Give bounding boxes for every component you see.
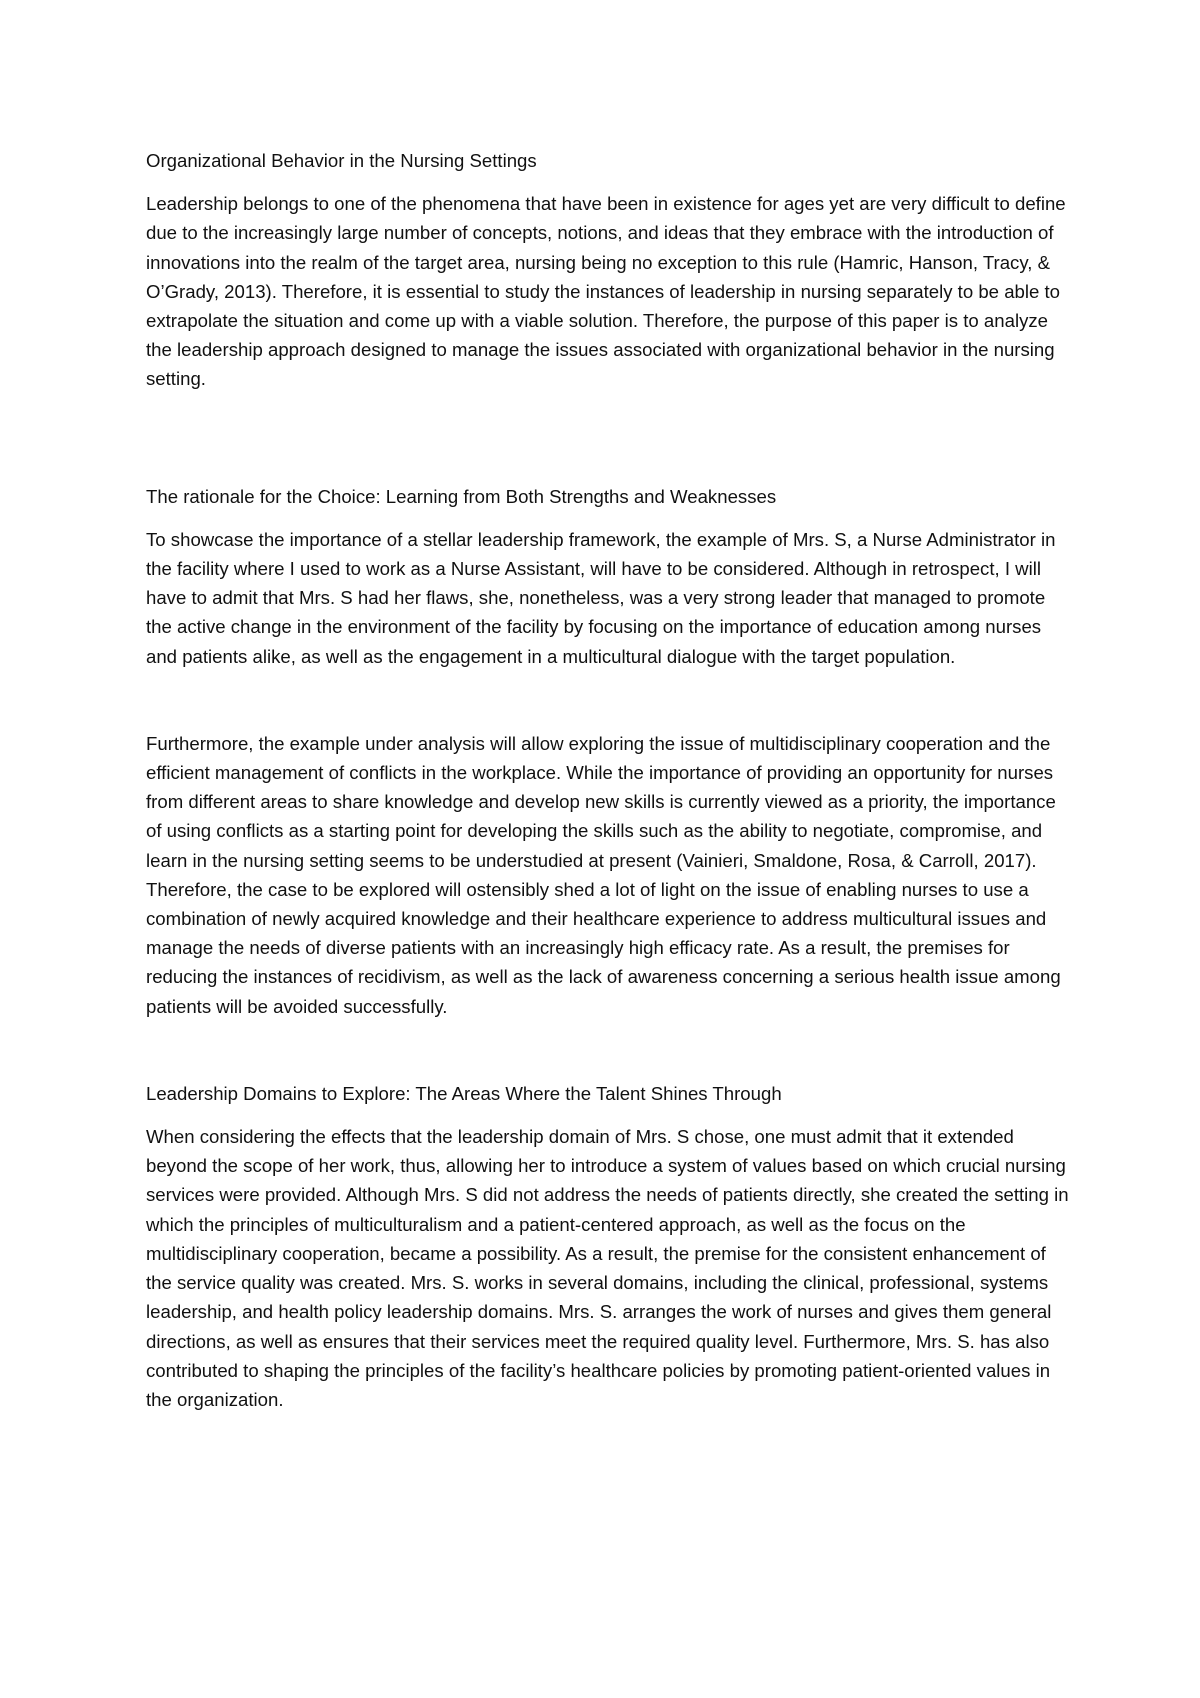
paragraph: When considering the effects that the leadership domain of Mrs. S chose, one must admit that it extended beyond the scope of her work, thus, allowing her to introduce a system of values based on which crucial nursing services were provided. Although Mrs. S did not address the needs of patients directly, she created the setting in which the principles of multiculturalism and a patient-centered approach, as well as the focus on the multidisciplinary cooperation, became a possibility. As a result, the premise for the consistent enhancement of the service quality was created. Mrs. S. works in several domains, including the clinical, professional, systems leadership, and health policy leadership domains. Mrs. S. arranges the work of nurses and gives them general directions, as well as ensures that their services meet the required quality level. Furthermore, Mrs. S. has also contributed to shaping the principles of the facility’s healthcare policies by promoting patient-oriented values in the organization. [146,1126,1069,1410]
spacer [146,671,1076,729]
paragraph: Furthermore, the example under analysis will allow exploring the issue of multidisciplinary cooperation and the efficient management of conflicts in the workplace. While the importance of providing an opportunity for nurses from different areas to share knowledge and develop new skills is currently viewed as a priority, the importance of using conflicts as a starting point for developing the skills such as the ability to negotiate, compromise, and learn in the nursing setting seems to be understudied at present (Vainieri, Smaldone, Rosa, & Carroll, 2017). Therefore, the case to be explored will ostensibly shed a lot of light on the issue of enabling nurses to use a combination of newly acquired knowledge and their healthcare experience to address multicultural issues and manage the needs of diverse patients with an increasingly high efficacy rate. As a result, the premises for reducing the instances of recidivism, as well as the lack of awareness concerning a serious health issue among patients will be avoided successfully. [146,732,1061,1017]
document-body [146,146,1076,1414]
section-heading: The rationale for the Choice: Learning from Both Strengths and Weaknesses [146,485,777,507]
spacer [146,1021,1076,1079]
section-heading: Organizational Behavior in the Nursing Settings [146,150,537,171]
paragraph: Leadership belongs to one of the phenomena that have been in existence for ages yet are very difficult to define due to the increasingly large number of concepts, notions, and ideas that they embrace with the introduction of innovations into the realm of the target area, nursing being no exception to this rule (Hamric, Hanson, Tracy, & O’Grady, 2013). Therefore, it is essential to study the instances of leadership in nursing separately to be able to extrapolate the situation and come up with a viable solution. Therefore, the purpose of this paper is to analyze the leadership approach designed to manage the issues associated with organizational behavior in the nursing setting. [146,193,1066,390]
paragraph: To showcase the importance of a stellar leadership framework, the example of Mrs. S, a Nurse Administrator in the facility where I used to work as a Nurse Assistant, will have to be considered. Although in retrospect, I will have to admit that Mrs. S had her flaws, she, nonetheless, was a very strong leader that managed to promote the active change in the environment of the facility by focusing on the importance of education among nurses and patients alike, as well as the engagement in a multicultural dialogue with the target population. [146,528,1056,667]
section-heading: Leadership Domains to Explore: The Areas Where the Talent Shines Through [146,1082,782,1104]
spacer [146,394,1076,482]
